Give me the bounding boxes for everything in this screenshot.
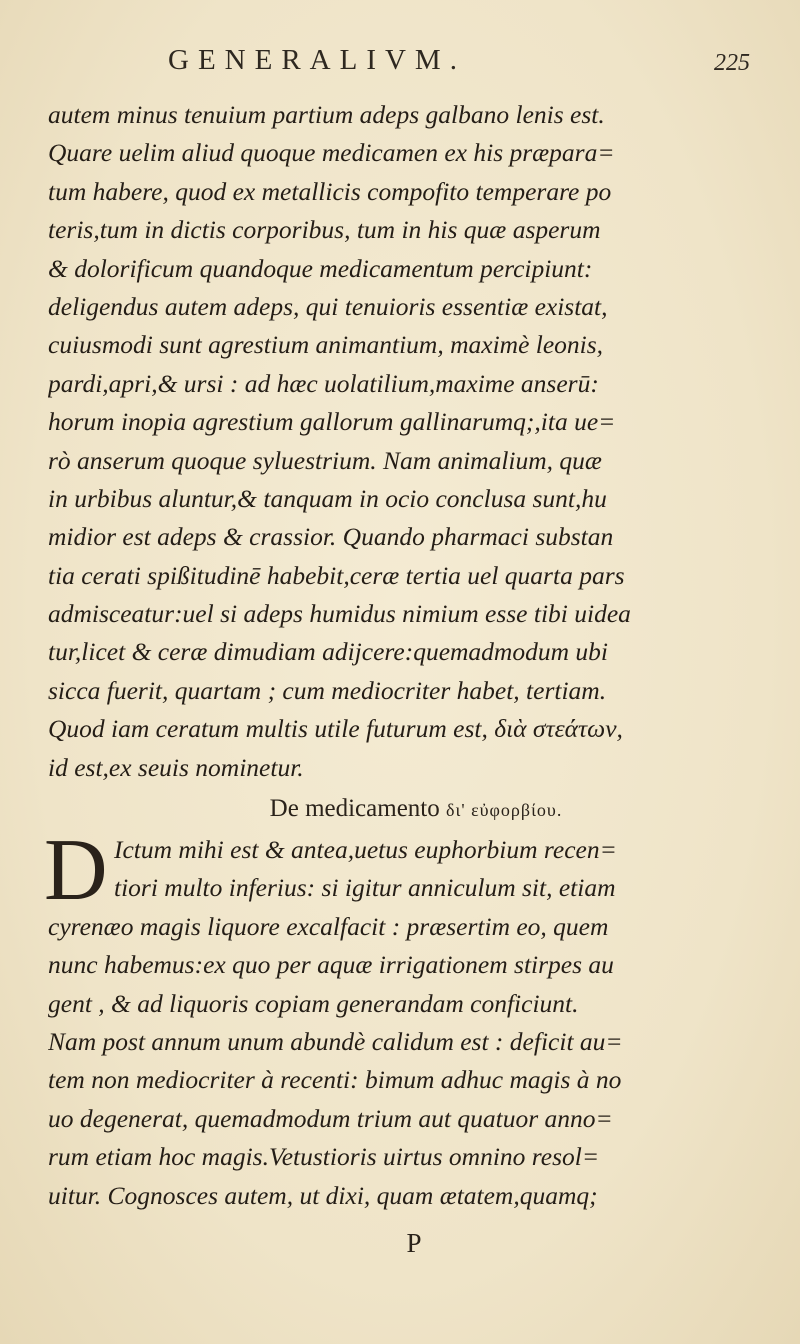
text-line: midior est adeps & crassior. Quando pharmaci substan	[48, 522, 614, 552]
text-line: Ictum mihi est & antea,uetus euphorbium recen=	[114, 835, 617, 865]
paragraph-2	[44, 822, 760, 1215]
text-line: gent , & ad liquoris copiam generandam conficiunt.	[48, 988, 579, 1018]
text-line: admisceatur:uel si adeps humidus nimium esse tibi uidea	[48, 599, 631, 629]
section-heading	[48, 787, 760, 831]
text-line: nunc habemus:ex quo per aquæ irrigationem stirpes au	[48, 950, 614, 980]
text-line: rum etiam hoc magis.Vetustioris uirtus omnino resol=	[48, 1142, 600, 1172]
paragraph-1	[48, 96, 760, 787]
text-line: Nam post annum unum abundè calidum est : deficit au=	[48, 1026, 623, 1056]
text-line: id est,ex seuis nominetur.	[48, 752, 304, 782]
section-heading-text: De medicamento	[269, 795, 440, 823]
text-line: cyrenæo magis liquore excalfacit : præsertim eo, quem	[48, 911, 609, 941]
text-line: & dolorificum quandoque medicamentum percipiunt:	[48, 253, 593, 283]
signature-mark: P	[406, 1228, 422, 1258]
text-line: pardi,apri,& ursi : ad hæc uolatilium,maxime anserū:	[48, 368, 599, 398]
text-line: in urbibus aluntur,& tanquam in ocio conclusa sunt,hu	[48, 483, 607, 513]
running-head: GENERALIVM.	[168, 44, 466, 76]
text-line: uitur. Cognosces autem, ut dixi, quam ætatem,quamq;	[48, 1180, 598, 1210]
text-line: rò anserum quoque syluestrium. Nam animalium, quæ	[48, 445, 602, 475]
text-line: Quod iam ceratum multis utile futurum est, διὰ στεάτων,	[48, 714, 623, 744]
text-line: tum habere, quod ex metallicis compofito temperare po	[48, 176, 612, 206]
text-line: tiori multo inferius: si igitur anniculum sit, etiam	[114, 873, 616, 903]
section-heading-greek: δι' εὐφορβίου.	[446, 800, 563, 821]
text-line: deligendus autem adeps, qui tenuioris essentiæ existat,	[48, 291, 608, 321]
text-line: teris,tum in dictis corporibus, tum in his quæ asperum	[48, 215, 601, 245]
text-line: tem non mediocriter à recenti: bimum adhuc magis à no	[48, 1065, 622, 1095]
text-line: autem minus tenuium partium adeps galbano lenis est.	[48, 100, 605, 129]
text-line: uo degenerat, quemadmodum trium aut quatuor anno=	[48, 1103, 613, 1133]
page-header	[0, 44, 800, 84]
text-line: horum inopia agrestium gallorum gallinarumq;,ita ue=	[48, 407, 616, 437]
text-line: tia cerati spißitudinē habebit,ceræ tertia uel quarta pars	[48, 560, 625, 590]
text-line: Quare uelim aliud quoque medicamen ex his præpara=	[48, 138, 615, 168]
drop-cap-initial: D	[44, 822, 108, 920]
text-line: cuiusmodi sunt agrestium animantium, maximè leonis,	[48, 330, 604, 360]
page-number: 225	[714, 50, 750, 76]
text-line: sicca fuerit, quartam ; cum mediocriter habet, tertiam.	[48, 675, 607, 705]
text-line: tur,licet & ceræ dimudiam adijcere:quemadmodum ubi	[48, 637, 608, 667]
body-text	[44, 96, 760, 1215]
